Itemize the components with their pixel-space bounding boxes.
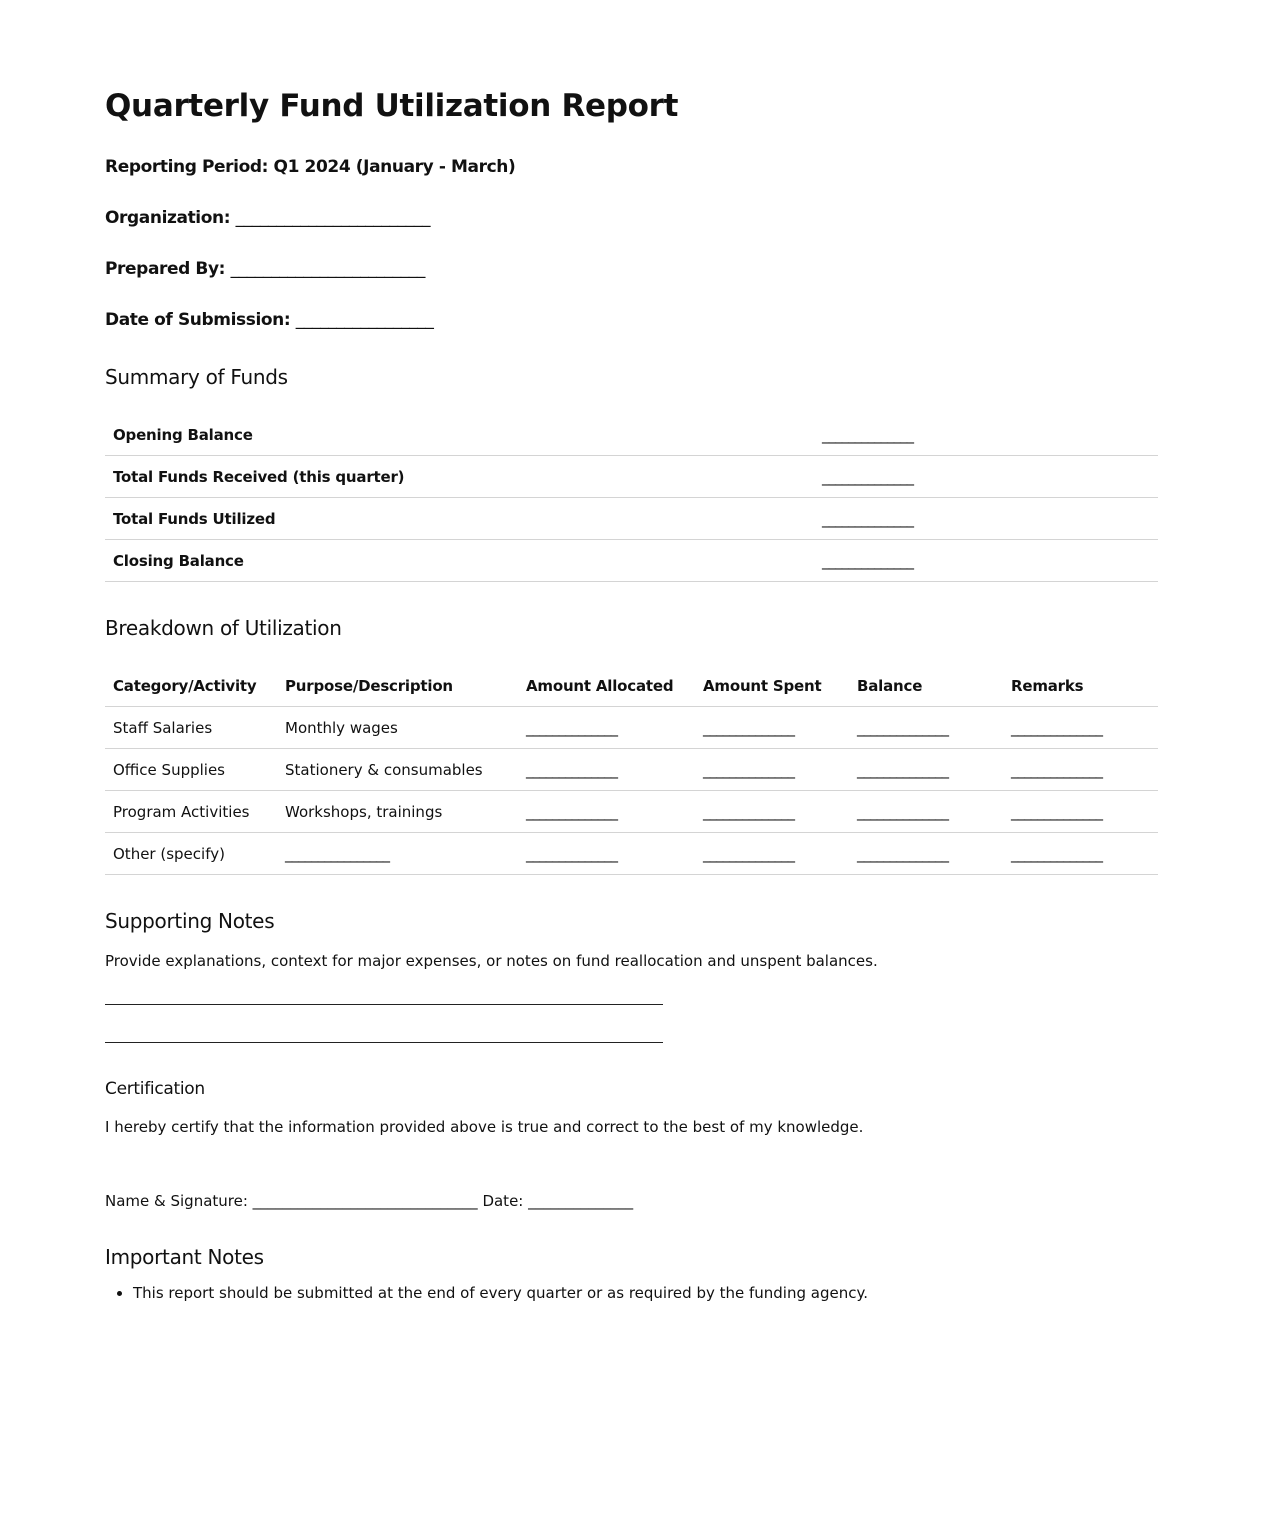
remarks-blank[interactable]: ______________ (1003, 707, 1158, 749)
purpose-cell: Monthly wages (277, 707, 518, 749)
column-header-amount-allocated: Amount Allocated (518, 665, 695, 707)
summary-value-blank[interactable]: ______________ (814, 414, 1158, 456)
category-cell: Other (specify) (105, 833, 277, 875)
table-row (105, 833, 1158, 875)
amount-spent-blank[interactable]: ______________ (695, 707, 849, 749)
prepared-by-label: Prepared By: (105, 259, 226, 279)
balance-blank[interactable]: ______________ (849, 707, 1003, 749)
document-content (105, 0, 1158, 1302)
remarks-blank[interactable]: ______________ (1003, 749, 1158, 791)
prepared-by-field (105, 257, 425, 281)
notes-writing-line[interactable] (105, 1004, 663, 1005)
date-of-submission-field (105, 308, 434, 332)
notes-writing-line[interactable] (105, 1042, 663, 1043)
summary-value-blank[interactable]: ______________ (814, 456, 1158, 498)
balance-blank[interactable]: ______________ (849, 749, 1003, 791)
amount-spent-blank[interactable]: ______________ (695, 749, 849, 791)
table-row (105, 791, 1158, 833)
purpose-cell: Stationery & consumables (277, 749, 518, 791)
summary-value-blank[interactable]: ______________ (814, 498, 1158, 540)
prepared-by-blank[interactable]: ________________________ (230, 259, 425, 279)
report-title: Quarterly Fund Utilization Report (105, 88, 679, 124)
remarks-blank[interactable]: ______________ (1003, 791, 1158, 833)
signature-date-line[interactable]: Name & Signature: ______________________________ Date: ______________ (105, 1192, 634, 1210)
amount-spent-blank[interactable]: ______________ (695, 791, 849, 833)
summary-row (105, 540, 1158, 582)
amount-allocated-blank[interactable]: ______________ (518, 707, 695, 749)
summary-label: Total Funds Received (this quarter) (105, 456, 814, 498)
organization-blank[interactable]: ________________________ (235, 208, 431, 228)
amount-allocated-blank[interactable]: ______________ (518, 833, 695, 875)
balance-blank[interactable]: ______________ (849, 833, 1003, 875)
category-cell: Office Supplies (105, 749, 277, 791)
summary-value-blank[interactable]: ______________ (814, 540, 1158, 582)
remarks-blank[interactable]: ______________ (1003, 833, 1158, 875)
organization-label: Organization: (105, 208, 231, 228)
summary-row (105, 414, 1158, 456)
organization-field (105, 206, 430, 230)
important-notes-heading: Important Notes (105, 1245, 264, 1269)
supporting-notes-heading: Supporting Notes (105, 909, 275, 933)
summary-label: Closing Balance (105, 540, 814, 582)
amount-allocated-blank[interactable]: ______________ (518, 791, 695, 833)
purpose-blank[interactable]: ________________ (277, 833, 518, 875)
amount-allocated-blank[interactable]: ______________ (518, 749, 695, 791)
summary-row (105, 498, 1158, 540)
supporting-notes-instructions: Provide explanations, context for major expenses, or notes on fund reallocation and unspent balances. (105, 952, 878, 970)
breakdown-heading: Breakdown of Utilization (105, 616, 342, 640)
list-item: • This report should be submitted at the end of every quarter or as required by the funding agency. (133, 1282, 868, 1302)
column-header-purpose: Purpose/Description (277, 665, 518, 707)
important-notes-list (105, 1282, 868, 1302)
column-header-category: Category/Activity (105, 665, 277, 707)
table-row (105, 707, 1158, 749)
category-cell: Program Activities (105, 791, 277, 833)
summary-row (105, 456, 1158, 498)
summary-heading: Summary of Funds (105, 365, 288, 389)
breakdown-table (105, 665, 1158, 875)
column-header-remarks: Remarks (1003, 665, 1158, 707)
breakdown-header-row (105, 665, 1158, 707)
category-cell: Staff Salaries (105, 707, 277, 749)
date-of-submission-label: Date of Submission: (105, 310, 291, 330)
date-of-submission-blank[interactable]: _________________ (295, 310, 434, 330)
table-row (105, 749, 1158, 791)
reporting-period: Reporting Period: Q1 2024 (January - March) (105, 157, 516, 177)
certification-statement: I hereby certify that the information provided above is true and correct to the best of my knowledge. (105, 1118, 864, 1136)
certification-heading: Certification (105, 1079, 205, 1099)
summary-label: Total Funds Utilized (105, 498, 814, 540)
column-header-amount-spent: Amount Spent (695, 665, 849, 707)
column-header-balance: Balance (849, 665, 1003, 707)
purpose-cell: Workshops, trainings (277, 791, 518, 833)
amount-spent-blank[interactable]: ______________ (695, 833, 849, 875)
summary-table (105, 414, 1158, 582)
summary-label: Opening Balance (105, 414, 814, 456)
balance-blank[interactable]: ______________ (849, 791, 1003, 833)
